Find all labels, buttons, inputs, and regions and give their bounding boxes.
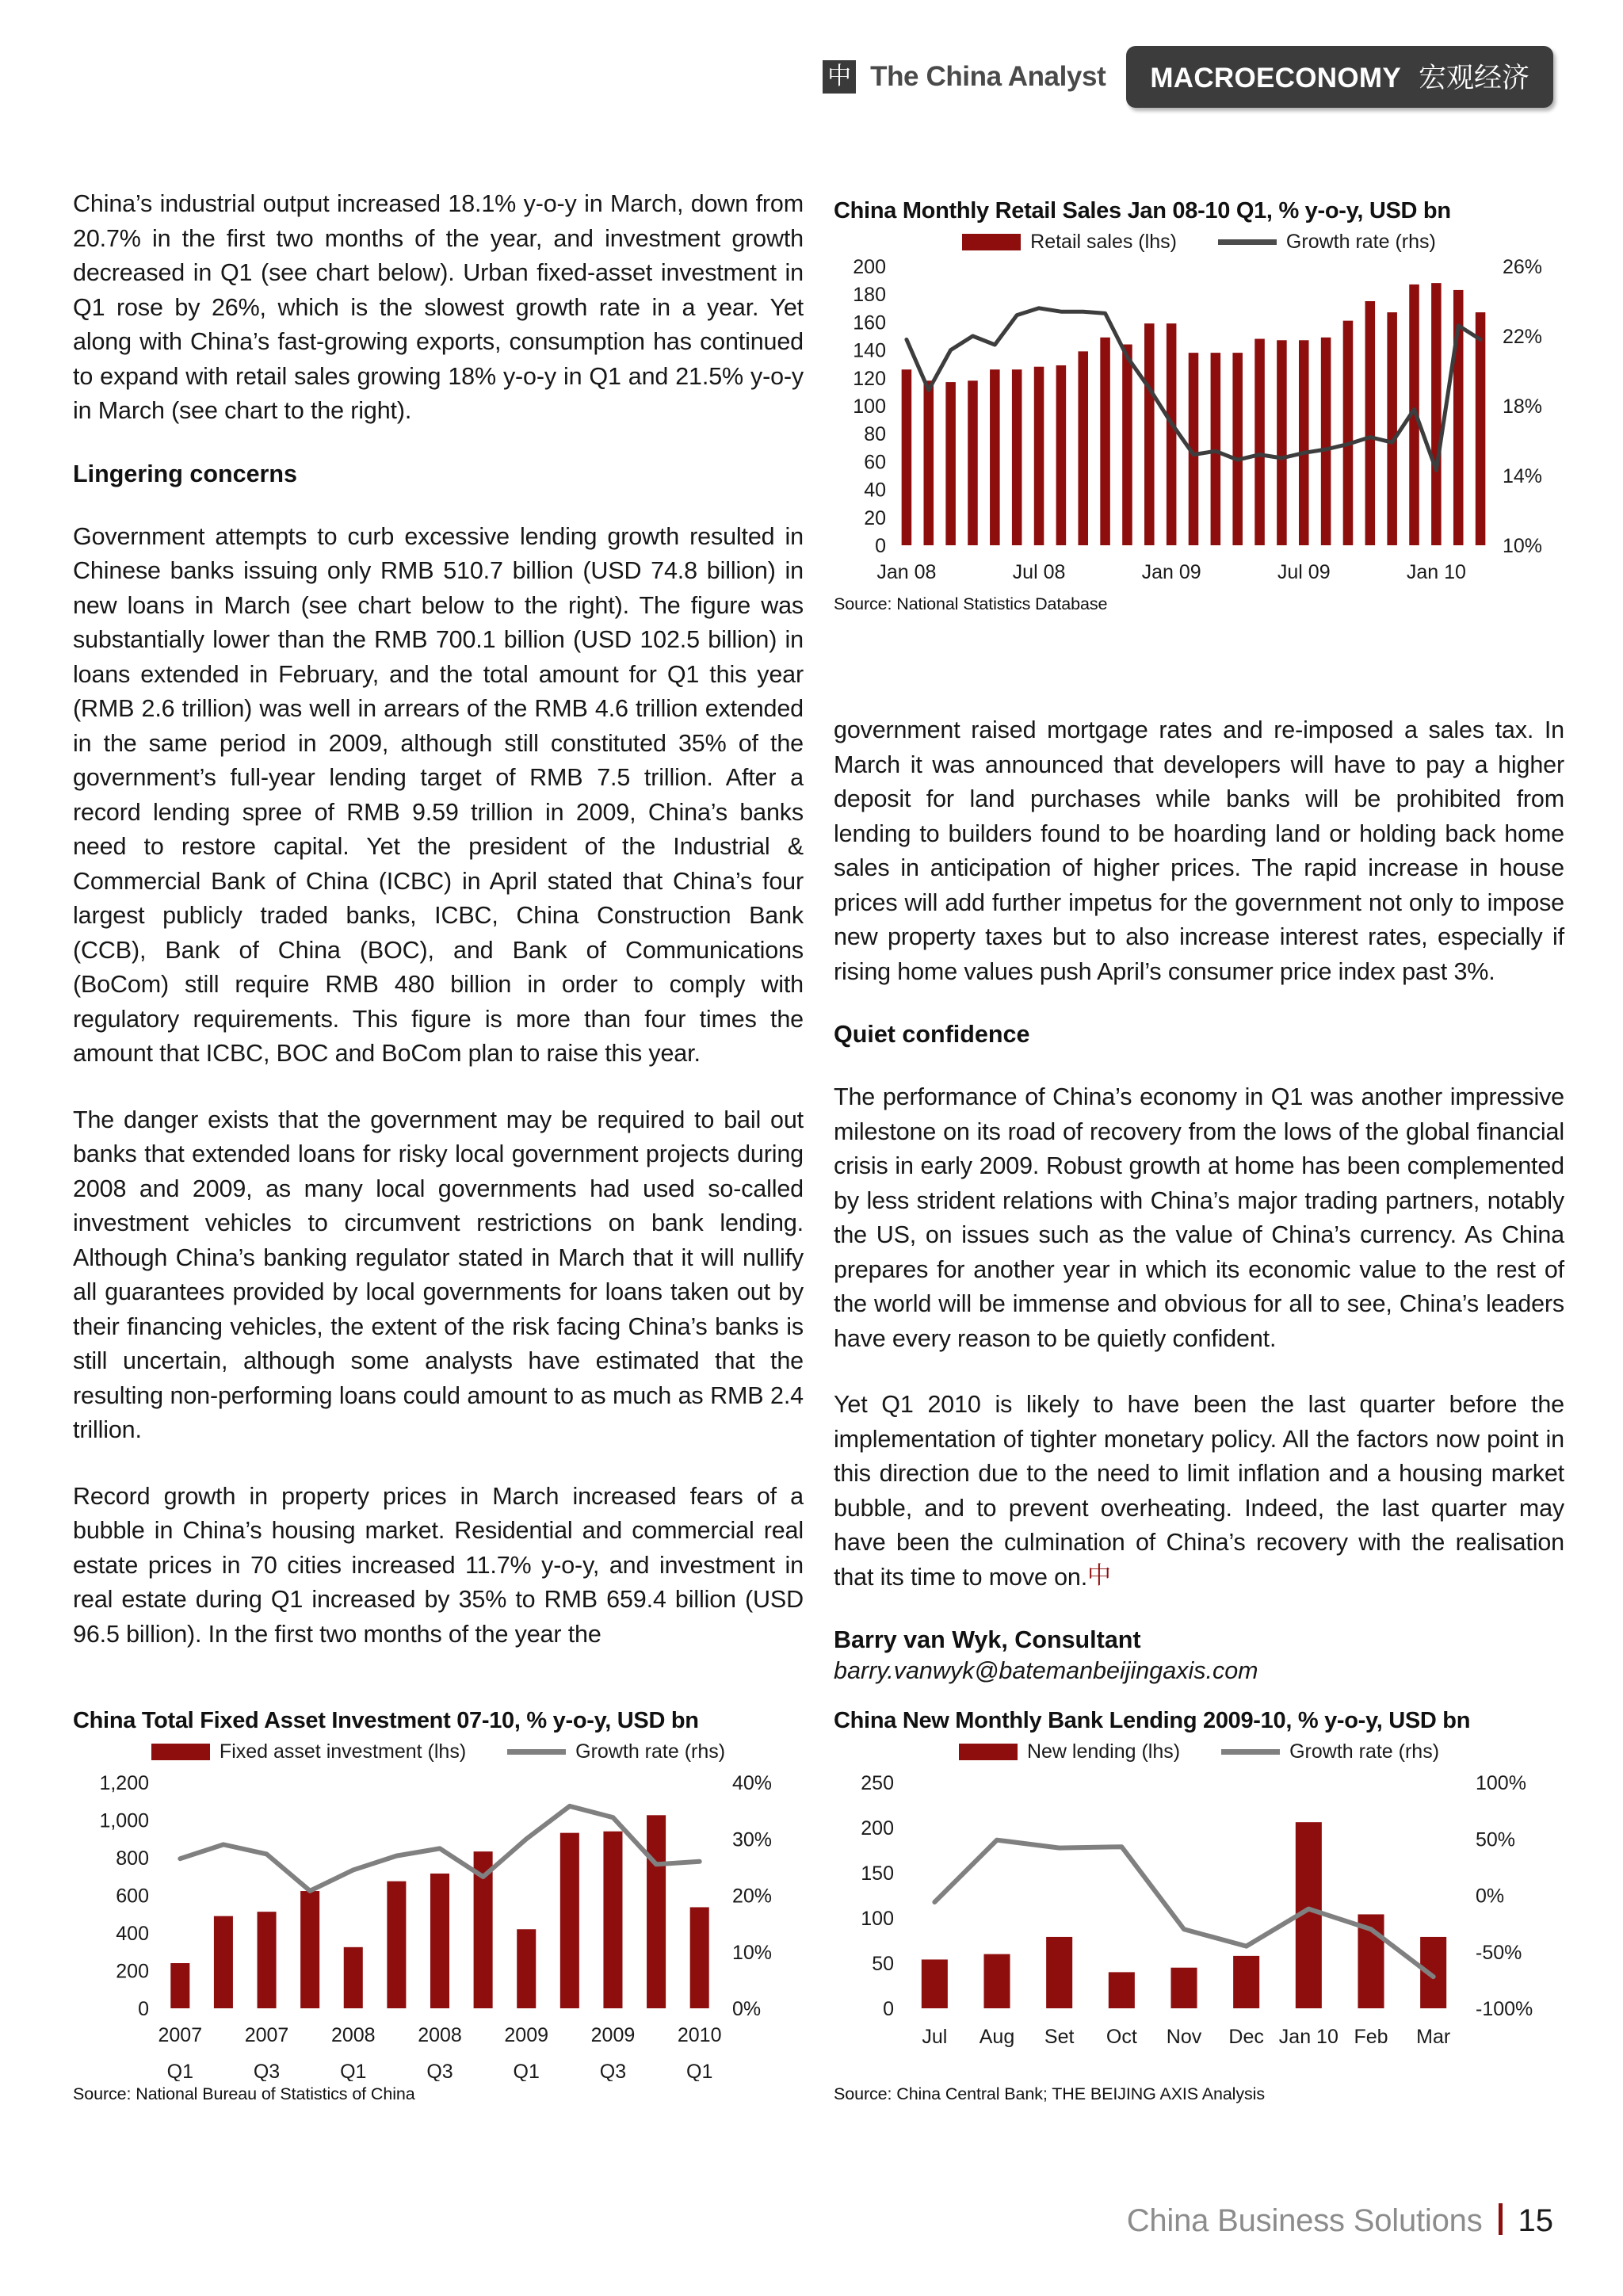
svg-text:18%: 18%: [1503, 395, 1543, 418]
svg-text:0%: 0%: [1476, 1885, 1505, 1908]
masthead: [823, 46, 1553, 108]
section-badge-cn: 宏观经济: [1418, 63, 1529, 94]
svg-text:100: 100: [853, 395, 886, 418]
svg-text:180: 180: [853, 284, 886, 307]
legend-line-swatch-icon: [1218, 239, 1277, 245]
section-badge: [1126, 46, 1553, 108]
svg-text:22%: 22%: [1503, 326, 1543, 348]
paragraph-industrial-output: China’s industrial output increased 18.1% y-o-y in March, down from 20.7% in the first two months of the year, and investment growth decreased in Q1 (see chart below). Urban fixed-asset investment in Q1 rose by 26%, which is the slowest growth rate in a year. Yet along with China’s fast-growing exports, consumption has continued to expand with retail sales growing 18% y-o-y in Q1 and 21.5% y-o-y in March (see chart to the right).: [73, 190, 804, 424]
legend-bar-swatch-icon: [962, 234, 1021, 250]
chart-lending-source: Source: China Central Bank; THE BEIJING AXIS Analysis: [834, 2084, 1265, 2103]
svg-text:40: 40: [864, 479, 886, 502]
chart-retail-sales: [834, 198, 1564, 614]
chart-fai-legend: [73, 1740, 804, 1763]
svg-text:10%: 10%: [732, 1941, 773, 1964]
svg-text:Aug: Aug: [979, 2026, 1015, 2048]
svg-text:2010: 2010: [677, 2024, 722, 2046]
svg-text:Q1: Q1: [166, 2061, 193, 2081]
chart-fai-source: Source: National Bureau of Statistics of China: [73, 2084, 415, 2103]
paragraph-monetary-policy: [834, 1388, 1564, 1595]
svg-text:Set: Set: [1044, 2026, 1075, 2048]
svg-text:Q1: Q1: [340, 2061, 367, 2081]
svg-text:40%: 40%: [732, 1772, 773, 1794]
byline-author: Barry van Wyk, Consultant: [834, 1626, 1141, 1653]
paragraph-monetary-policy-text: Yet Q1 2010 is likely to have been the last quarter before the implementation of tighter monetary policy. All the factors now point in this direction due to the need to limit inflation and a housing market bubble, and to prevent overheating. Indeed, the last quarter may have been the culmination of China’s recovery with the realisation that its time to move on.: [834, 1391, 1564, 1591]
legend-line-label: Growth rate (rhs): [575, 1740, 726, 1763]
svg-text:1,000: 1,000: [99, 1809, 149, 1832]
legend-line-label: Growth rate (rhs): [1289, 1740, 1440, 1763]
chart-retail-sales-plot: [834, 258, 1564, 591]
svg-text:120: 120: [853, 367, 886, 390]
byline-email: barry.vanwyk@batemanbeijingaxis.com: [834, 1657, 1258, 1684]
svg-text:80: 80: [864, 423, 886, 446]
legend-item-bar: [962, 231, 1177, 254]
svg-text:600: 600: [116, 1885, 149, 1908]
chart-new-bank-lending: [834, 1708, 1564, 2104]
svg-text:60: 60: [864, 451, 886, 474]
chart-lending-legend: [834, 1740, 1564, 1763]
svg-text:400: 400: [116, 1923, 149, 1945]
right-text-column: [834, 713, 1564, 1685]
footer-divider: [1499, 2203, 1503, 2235]
svg-text:Q3: Q3: [599, 2061, 627, 2081]
legend-bar-label: Retail sales (lhs): [1030, 231, 1177, 253]
svg-text:Q1: Q1: [686, 2061, 713, 2081]
chart-fai-title: China Total Fixed Asset Investment 07-10, % y-o-y, USD bn: [73, 1708, 699, 1733]
end-of-article-icon: 中: [1087, 1561, 1111, 1590]
svg-text:2007: 2007: [244, 2024, 289, 2046]
paragraph-bailout-risk: The danger exists that the government may be required to bail out banks that extended loans for risky local government projects during 2008 and 2009, as many local governments had used so-called investment vehicles to circumvent restrictions on bank lending. Although China’s banking regulator stated in March that it will nullify all guarantees provided by local governments for loans taken out by their financing vehicles, the extent of the risk facing China’s banks is still uncertain, although some analysts have estimated that the resulting non-performing loans could amount to as much as RMB 2.4 trillion.: [73, 1106, 804, 1443]
legend-line-swatch-icon: [507, 1749, 566, 1755]
svg-text:250: 250: [861, 1772, 894, 1794]
svg-text:10%: 10%: [1503, 535, 1543, 557]
legend-bar-label: Fixed asset investment (lhs): [219, 1740, 467, 1763]
svg-text:Nov: Nov: [1166, 2026, 1202, 2048]
subheading-quiet-confidence: Quiet confidence: [834, 1021, 1030, 1048]
svg-text:160: 160: [853, 311, 886, 334]
svg-text:2008: 2008: [330, 2024, 376, 2046]
chart-fai-plot: [73, 1768, 804, 2081]
svg-text:2009: 2009: [504, 2024, 549, 2046]
svg-text:Oct: Oct: [1106, 2026, 1137, 2048]
svg-text:200: 200: [116, 1960, 149, 1983]
section-badge-en: MACROECONOMY: [1150, 63, 1401, 94]
brand-lockup: [823, 60, 1106, 94]
chart-retail-sales-legend: [834, 231, 1564, 254]
svg-text:Jul: Jul: [922, 2026, 948, 2048]
legend-bar-swatch-icon: [959, 1744, 1018, 1760]
chart-fai-svg: [73, 1768, 804, 2081]
svg-text:Jul 09: Jul 09: [1277, 561, 1331, 583]
svg-text:Jul 08: Jul 08: [1012, 561, 1066, 583]
svg-text:Jan 08: Jan 08: [876, 561, 937, 583]
svg-text:0: 0: [138, 1998, 149, 2020]
svg-text:2007: 2007: [158, 2024, 203, 2046]
svg-text:100%: 100%: [1476, 1772, 1526, 1794]
svg-text:2008: 2008: [418, 2024, 462, 2046]
svg-text:Mar: Mar: [1416, 2026, 1451, 2048]
footer-brand: China Business Solutions: [1126, 2203, 1483, 2238]
svg-text:50%: 50%: [1476, 1828, 1516, 1851]
legend-bar-swatch-icon: [151, 1744, 210, 1760]
page-footer: [1127, 2199, 1553, 2239]
paragraph-lending-growth: Government attempts to curb excessive lending growth resulted in Chinese banks issuing only RMB 510.7 billion (USD 74.8 billion) in new loans in March (see chart below to the right). The figure was substantially lower than the RMB 700.1 billion (USD 102.5 billion) in loans extended in February, and the total amount for Q1 this year (RMB 2.6 trillion) was well in arrears of the RMB 4.6 trillion extended in the same period in 2009, although still constituted 35% of the government’s full-year lending target of RMB 7.5 trillion. After a record lending spree of RMB 9.59 trillion in 2009, China’s banks need to restore capital. Yet the president of the Industrial & Commercial Bank of China (ICBC) in April stated that China’s four largest publicly traded banks, ICBC, China Construction Bank (CCB), Bank of China (BOC), and Bank of Communications (BoCom) still require RMB 480 billion in order to comply with regulatory requirements. This figure is more than four times the amount that ICBC, BOC and BoCom plan to raise this year.: [73, 522, 804, 1067]
page-number: 15: [1518, 2203, 1553, 2238]
svg-text:14%: 14%: [1503, 465, 1543, 487]
svg-text:Q3: Q3: [426, 2061, 453, 2081]
svg-text:150: 150: [861, 1862, 894, 1885]
svg-text:Q1: Q1: [513, 2061, 540, 2081]
chart-lending-plot: [834, 1768, 1564, 2081]
paragraph-q1-performance: The performance of China’s economy in Q1 was another impressive milestone on its road of recovery from the lows of the global financial crisis in early 2009. Robust growth at home has been complemented by less strident relations with China’s major trading partners, notably the US, on issues such as the value of China’s currency. As China prepares for another year in which its economic value to the rest of the world will be immense and obvious for all to see, China’s leaders have every reason to be quietly confident.: [834, 1083, 1564, 1352]
svg-text:Jan 09: Jan 09: [1141, 561, 1201, 583]
svg-text:-100%: -100%: [1476, 1998, 1533, 2020]
china-analyst-logo-icon: 中: [823, 60, 856, 94]
paragraph-property-prices: Record growth in property prices in March increased fears of a bubble in China’s housing market. Residential and commercial real estate prices in 70 cities increased 11.7% y-o-y, and investment in real estate during Q1 increased by 35% to RMB 659.4 billion (USD 96.5 billion). In the first two months of the year the: [73, 1482, 804, 1648]
svg-text:Jan 10: Jan 10: [1278, 2026, 1338, 2048]
paragraph-mortgage-rates: government raised mortgage rates and re-imposed a sales tax. In March it was announced that developers will have to pay a higher deposit for land purchases while banks will be prohibited from lending to builders found to be hoarding land or holding back home sales in anticipation of higher prices. The rapid increase in house prices will add further impetus for the government not only to impose new property taxes but to also increase interest rates, especially if rising home values push April’s consumer price index past 3%.: [834, 716, 1564, 985]
svg-text:1,200: 1,200: [99, 1772, 149, 1794]
svg-text:Jan 10: Jan 10: [1406, 561, 1466, 583]
chart-retail-sales-title: China Monthly Retail Sales Jan 08-10 Q1, % y-o-y, USD bn: [834, 198, 1451, 223]
legend-item-bar: [959, 1740, 1180, 1763]
svg-text:0: 0: [875, 535, 886, 557]
legend-item-line: [507, 1740, 725, 1763]
subheading-lingering-concerns: Lingering concerns: [73, 460, 298, 487]
svg-text:200: 200: [861, 1817, 894, 1839]
svg-text:Dec: Dec: [1228, 2026, 1264, 2048]
chart-lending-svg: [834, 1768, 1564, 2081]
svg-text:26%: 26%: [1503, 258, 1543, 278]
legend-item-line: [1218, 231, 1436, 254]
svg-text:140: 140: [853, 339, 886, 362]
svg-text:800: 800: [116, 1847, 149, 1870]
legend-item-bar: [151, 1740, 466, 1763]
svg-text:0: 0: [883, 1998, 894, 2020]
legend-item-line: [1221, 1740, 1439, 1763]
svg-text:-50%: -50%: [1476, 1941, 1522, 1964]
left-text-column: [73, 187, 804, 1683]
svg-text:0%: 0%: [732, 1998, 762, 2020]
legend-line-swatch-icon: [1221, 1749, 1280, 1755]
svg-text:30%: 30%: [732, 1828, 773, 1851]
chart-lending-title: China New Monthly Bank Lending 2009-10, % y-o-y, USD bn: [834, 1708, 1471, 1733]
svg-text:20: 20: [864, 506, 886, 529]
svg-text:2009: 2009: [590, 2024, 636, 2046]
svg-text:50: 50: [872, 1953, 894, 1975]
svg-text:100: 100: [861, 1908, 894, 1930]
chart-retail-sales-svg: [834, 258, 1564, 591]
svg-text:Feb: Feb: [1354, 2026, 1388, 2048]
legend-bar-label: New lending (lhs): [1026, 1740, 1181, 1763]
legend-line-label: Growth rate (rhs): [1285, 231, 1436, 253]
chart-retail-sales-source: Source: National Statistics Database: [834, 594, 1108, 613]
svg-text:20%: 20%: [732, 1885, 773, 1908]
chart-fixed-asset-investment: [73, 1708, 804, 2104]
svg-text:200: 200: [853, 258, 886, 278]
svg-text:Q3: Q3: [253, 2061, 281, 2081]
brand-name: The China Analyst: [870, 61, 1106, 92]
